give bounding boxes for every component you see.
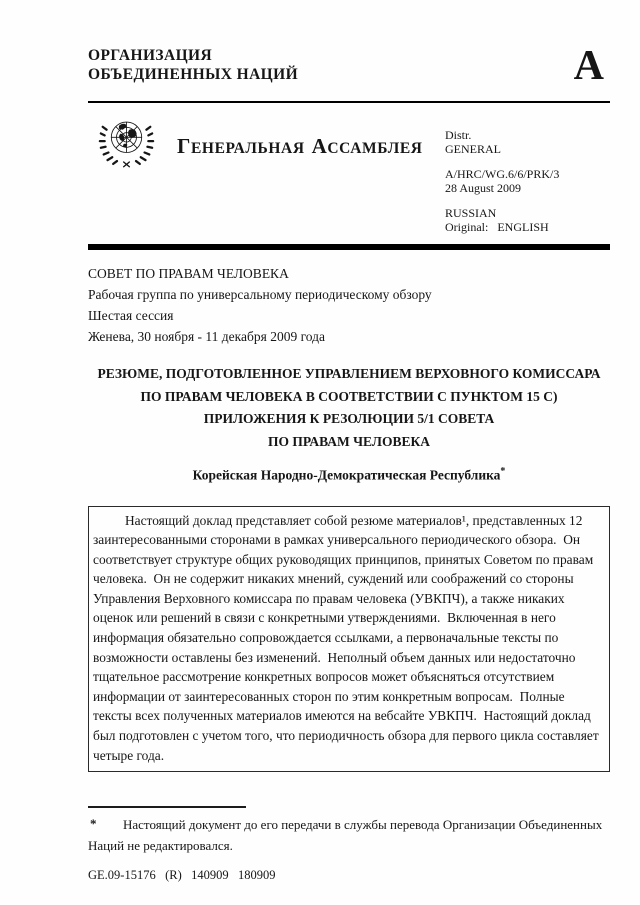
- masthead: [88, 117, 610, 234]
- document-title-line1: РЕЗЮМЕ, ПОДГОТОВЛЕННОЕ УПРАВЛЕНИЕМ ВЕРХОВНОГО КОМИССАРА: [97, 366, 601, 381]
- session-block: [88, 263, 610, 347]
- session-line-working-group: Рабочая группа по универсальному периодическому обзору: [88, 287, 432, 302]
- country-subtitle: [88, 461, 610, 486]
- document-title-line4: ПО ПРАВАМ ЧЕЛОВЕКА: [267, 433, 430, 449]
- session-line-council: СОВЕТ ПО ПРАВАМ ЧЕЛОВЕКА: [88, 266, 289, 281]
- document-series-letter: A: [573, 43, 604, 89]
- organization-name: [88, 46, 298, 84]
- session-line-place-dates: Женева, 30 ноября - 11 декабря 2009 года: [88, 329, 326, 344]
- assembly-title-word2-initial: А: [311, 134, 328, 158]
- organization-name-line2: ОБЪЕДИНЕННЫХ НАЦИЙ: [88, 66, 299, 83]
- assembly-title: [177, 134, 423, 159]
- session-line-session-number: Шестая сессия: [88, 308, 174, 323]
- footnote-marker: *: [90, 816, 97, 832]
- un-emblem-icon: [98, 117, 155, 169]
- ge-registration-line: GE.09-15176 (R) 140909 180909: [88, 868, 276, 883]
- summary-box: [88, 506, 610, 773]
- section-divider-bar: [88, 244, 610, 250]
- assembly-title-word1-initial: Г: [177, 134, 191, 158]
- distr-value: GENERAL: [445, 142, 501, 156]
- header-divider: [88, 101, 610, 103]
- summary-paragraph: Настоящий доклад представляет собой резюме материалов¹, представленных 12 заинтересованными сторонами в рамках универсального периодического обзора. Он соответствует структуре общих руководящих принципов, принятых Советом по правам человека. Он не содержит никаких мнений, суждений или соображений со стороны Управления Верховного комиссара по правам человека (УВКПЧ), а также никаких оценок или решений в связи с конкретными утверждениями. Включенная в него информация обязательно сопровождается ссылками, а первоначальные тексты по возможности оставлены без изменений. Неполный объем данных или недостаточно тщательное рассмотрение конкретных вопросов может объясняться отсутствием информации от заинтересованных сторон по этим конкретным вопросам. Полные тексты всех полученных материалов имеются на вебсайте УВКПЧ. Настоящий доклад был подготовлен с учетом того, что периодичность обзора для первого цикла составляет четыре года.: [93, 512, 603, 763]
- footnote-divider: [88, 806, 246, 808]
- footnote: [88, 815, 610, 856]
- document-header: [88, 43, 610, 89]
- country-footnote-marker: *: [500, 466, 506, 477]
- document-title-line2: ПО ПРАВАМ ЧЕЛОВЕКА В СООТВЕТСТВИИ С ПУНКТОМ 15 С): [140, 388, 558, 404]
- original-language-line: [445, 220, 610, 234]
- original-value: ENGLISH: [497, 220, 549, 234]
- assembly-title-word2-rest: ССАМБЛЕЯ: [327, 140, 423, 157]
- assembly-title-word1-rest: ЕНЕРАЛЬНАЯ: [190, 140, 305, 157]
- document-symbol: A/HRC/WG.6/6/PRK/3: [445, 167, 560, 181]
- country-name: Корейская Народно-Демократическая Республика: [192, 467, 501, 483]
- original-label: Original:: [445, 220, 489, 234]
- footnote-text: Настоящий документ до его передачи в службы перевода Организации Объединенных Наций не редактировался.: [88, 817, 603, 853]
- document-title-line3: ПРИЛОЖЕНИЯ К РЕЗОЛЮЦИИ 5/1 СОВЕТА: [203, 411, 495, 426]
- document-title: [88, 363, 610, 453]
- distribution-block: [445, 128, 610, 234]
- distr-label: Distr.: [445, 128, 472, 142]
- document-date: 28 August 2009: [445, 181, 522, 195]
- document-language: RUSSIAN: [445, 206, 497, 220]
- organization-name-line1: ОРГАНИЗАЦИЯ: [88, 47, 213, 64]
